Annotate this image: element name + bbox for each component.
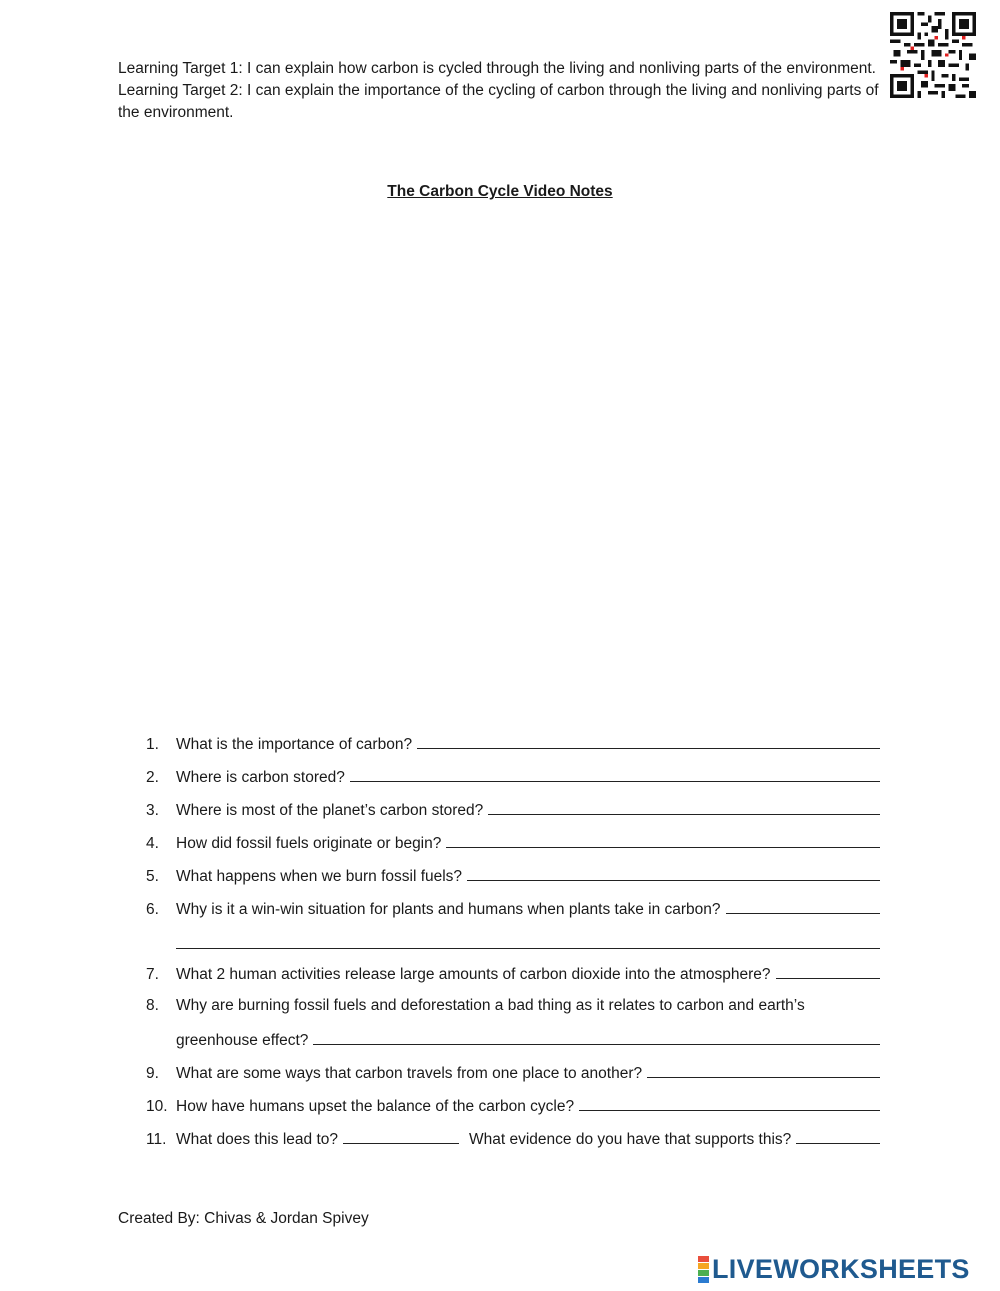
learning-targets — [118, 58, 888, 124]
answer-blank-8[interactable] — [313, 1027, 880, 1045]
answer-blank-5[interactable] — [467, 863, 880, 881]
question-7 — [146, 961, 880, 985]
question-10 — [146, 1093, 880, 1117]
learning-target-1: Learning Target 1: I can explain how carbon is cycled through the living and nonliving parts of the environment. — [118, 60, 876, 77]
learning-target-2: Learning Target 2: I can explain the importance of the cycling of carbon through the living and nonliving parts of the environment. — [118, 82, 879, 121]
question-number: 5. — [146, 868, 159, 885]
qr-code-icon — [890, 12, 976, 98]
answer-blank-3[interactable] — [488, 797, 880, 815]
question-text: How have humans upset the balance of the carbon cycle? — [176, 1098, 575, 1115]
question-number: 9. — [146, 1065, 159, 1082]
answer-blank-7[interactable] — [776, 961, 880, 979]
brand-name: LIVEWORKSHEETS — [712, 1254, 970, 1284]
question-6 — [146, 896, 880, 920]
answer-blank-10[interactable] — [579, 1093, 880, 1111]
question-text: How did fossil fuels originate or begin? — [176, 835, 442, 852]
question-5 — [146, 863, 880, 887]
logo-block — [698, 1270, 709, 1276]
logo-block — [698, 1263, 709, 1269]
answer-blank-11b[interactable] — [796, 1126, 880, 1144]
question-number: 1. — [146, 736, 159, 753]
question-number: 6. — [146, 901, 159, 918]
logo-blocks-icon — [698, 1256, 709, 1283]
question-text: Why are burning fossil fuels and deforestation a bad thing as it relates to carbon and earth’s — [176, 997, 805, 1014]
answer-blank-1[interactable] — [417, 731, 880, 749]
answer-blank-11a[interactable] — [343, 1126, 459, 1144]
logo-block — [698, 1277, 709, 1283]
question-4 — [146, 830, 880, 854]
question-number: 8. — [146, 997, 159, 1014]
question-8-continued — [176, 1027, 880, 1051]
question-3 — [146, 797, 880, 821]
question-text: Where is most of the planet’s carbon stored? — [176, 802, 484, 819]
question-text: What does this lead to? — [176, 1131, 338, 1148]
liveworksheets-logo — [698, 1254, 970, 1285]
footer-credits: Created By: Chivas & Jordan Spivey — [118, 1210, 369, 1227]
question-number: 7. — [146, 966, 159, 983]
question-number: 3. — [146, 802, 159, 819]
answer-blank-6-continued[interactable] — [176, 931, 880, 949]
question-9 — [146, 1060, 880, 1084]
question-number: 10. — [146, 1098, 168, 1115]
question-text: What happens when we burn fossil fuels? — [176, 868, 463, 885]
question-text-continued: greenhouse effect? — [176, 1032, 309, 1049]
question-text: What are some ways that carbon travels from one place to another? — [176, 1065, 643, 1082]
question-text: What 2 human activities release large amounts of carbon dioxide into the atmosphere? — [176, 966, 771, 983]
question-text: What is the importance of carbon? — [176, 736, 413, 753]
answer-blank-2[interactable] — [350, 764, 880, 782]
question-number: 2. — [146, 769, 159, 786]
question-1 — [146, 731, 880, 755]
question-2 — [146, 764, 880, 788]
logo-block — [698, 1256, 709, 1262]
question-text: Where is carbon stored? — [176, 769, 345, 786]
question-11 — [146, 1126, 880, 1150]
answer-blank-4[interactable] — [446, 830, 880, 848]
answer-blank-6[interactable] — [726, 896, 880, 914]
question-text: Why is it a win-win situation for plants and humans when plants take in carbon? — [176, 901, 721, 918]
answer-blank-9[interactable] — [647, 1060, 880, 1078]
question-number: 11. — [146, 1131, 167, 1148]
question-number: 4. — [146, 835, 159, 852]
question-text-second: What evidence do you have that supports this? — [469, 1131, 792, 1148]
page-title: The Carbon Cycle Video Notes — [387, 183, 613, 200]
question-8 — [146, 994, 880, 1018]
